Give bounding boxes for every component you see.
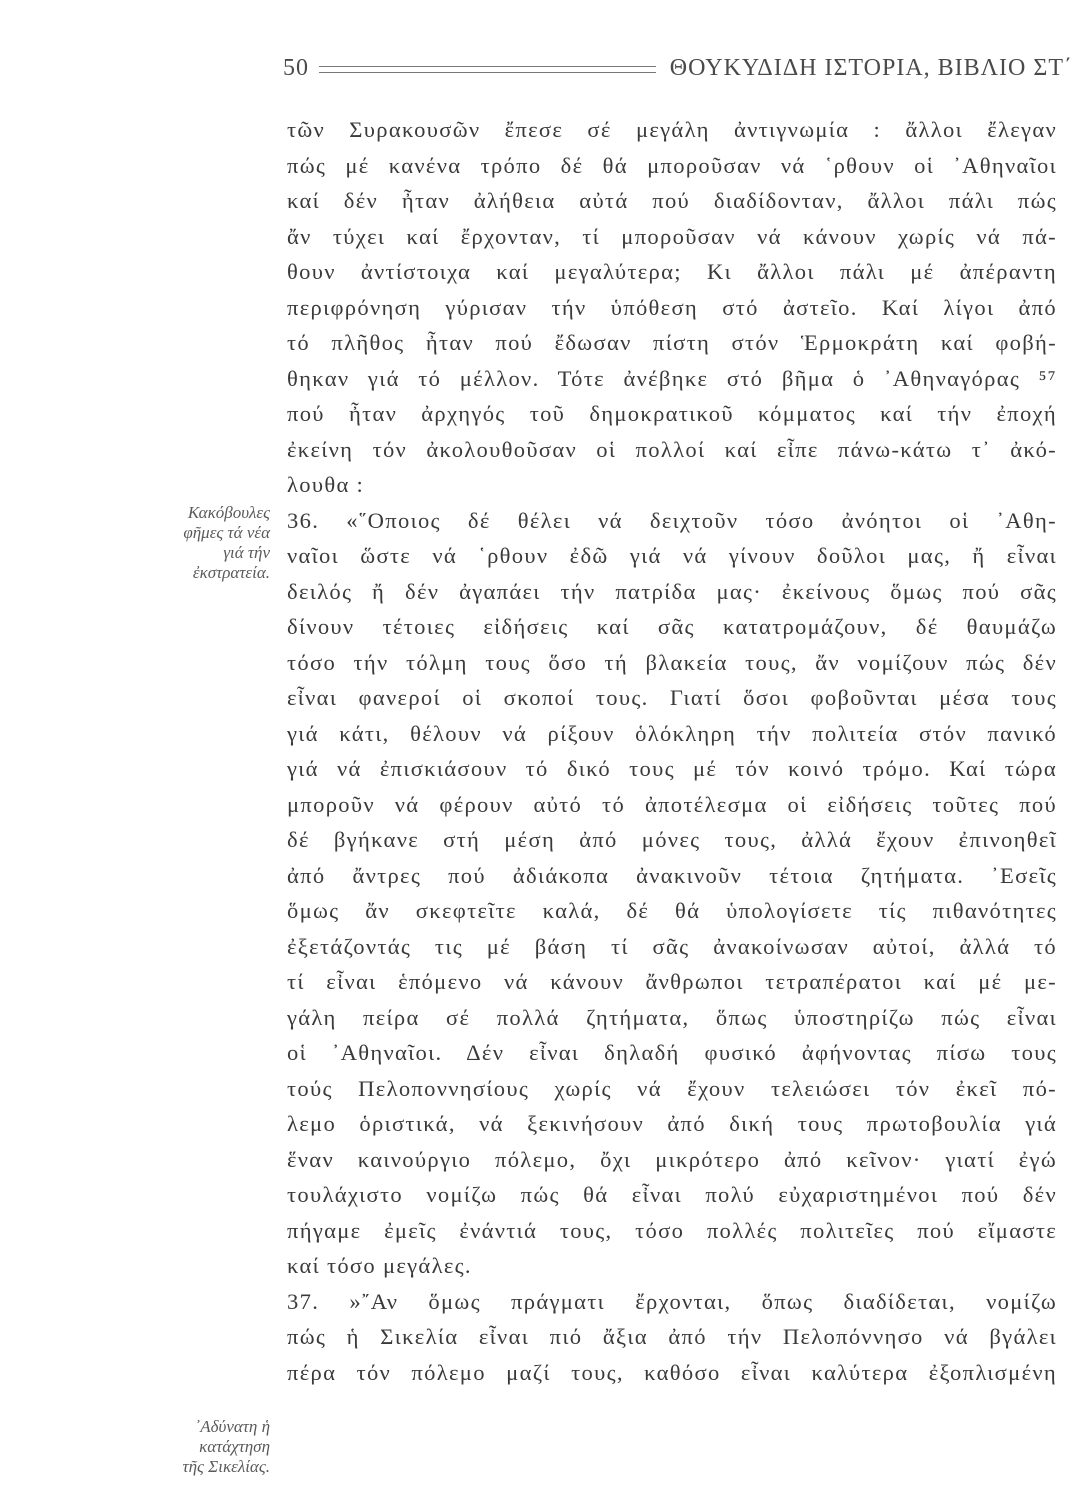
running-header: [283, 48, 1073, 88]
text-line: δίνουν τέτοιες εἰδήσεις καί σᾶς κατατρομάζουν, δέ θαυμάζω: [287, 614, 1057, 639]
text-line: ἀπό ἄντρες πού ἀδιάκοπα ἀνακινοῦν τέτοια ζητήματα. ᾿Εσεῖς: [287, 862, 1057, 888]
text-line: τῶν Συρακουσῶν ἔπεσε σέ μεγάλη ἀντιγνωμία : ἄλλοι ἔλεγαν: [287, 117, 1057, 142]
text-line: θηκαν γιά τό μέλλον. Τότε ἀνέβηκε στό βῆμα ὁ ᾿Αθηναγόρας ⁵⁷: [287, 365, 1057, 391]
text-line: τί εἶναι ἑπόμενο νά κάνουν ἄνθρωποι τετραπέρατοι καί μέ με-: [287, 969, 1057, 994]
text-line: δέ βγήκανε στή μέση ἀπό μόνες τους, ἀλλά ἔχουν ἐπινοηθεῖ: [287, 827, 1057, 852]
text-line: ἐκείνη τόν ἀκολουθοῦσαν οἱ πολλοί καί εἶπε πάνω-κάτω τ᾿ ἀκό-: [287, 436, 1057, 462]
header-rule: [319, 66, 656, 73]
text-line: ἕναν καινούργιο πόλεμο, ὄχι μικρότερο ἀπό κεῖνον· γιατί ἐγώ: [287, 1146, 1057, 1172]
text-line: 36. «῞Οποιος δέ θέλει νά δειχτοῦν τόσο ἀνόητοι οἱ ᾿Αθη-: [287, 507, 1057, 533]
text-line: πήγαμε ἐμεῖς ἐνάντιά τους, τόσο πολλές πολιτεῖες πού εἴμαστε: [287, 1217, 1057, 1243]
text-line: ἄν τύχει καί ἔρχονταν, τί μποροῦσαν νά κάνουν χωρίς νά πά-: [287, 223, 1057, 249]
text-line: πέρα τόν πόλεμο μαζί τους, καθόσο εἶναι καλύτερα ἐξοπλισμένη: [287, 1359, 1057, 1385]
margin-note-line: κατάχτηση: [199, 1437, 270, 1456]
text-line: πώς ἡ Σικελία εἶναι πιό ἄξια ἀπό τήν Πελοπόννησο νά βγάλει: [287, 1324, 1057, 1349]
text-line: καί τόσο μεγάλες.: [287, 1253, 472, 1278]
margin-note-line: Κακόβουλες: [187, 503, 270, 522]
text-line: ὅμως ἄν σκεφτεῖτε καλά, δέ θά ὑπολογίσετε τίς πιθανότητες: [287, 898, 1057, 923]
margin-note-line: γιά τήν: [223, 543, 270, 562]
text-line: λουθα :: [287, 472, 365, 497]
text-line: γιά κάτι, θέλουν νά ρίξουν ὁλόκληρη τήν πολιτεία στόν πανικό: [287, 720, 1057, 746]
text-line: εἶναι φανεροί οἱ σκοποί τους. Γιατί ὅσοι φοβοῦνται μέσα τους: [287, 685, 1057, 710]
running-title: ΘΟΥΚΥΔΙΔΗ ΙΣΤΟΡΙΑ, ΒΙΒΛΙΟ ΣΤ΄: [669, 54, 1073, 81]
margin-note-line: φῆμες τά νέα: [183, 523, 270, 542]
text-line: λεμο ὁριστικά, νά ξεκινήσουν ἀπό δική τους πρωτοβουλία γιά: [287, 1111, 1057, 1136]
margin-note-line: ἐκστρατεία.: [192, 563, 270, 582]
text-line: 37. »῎Αν ὅμως πράγματι ἔρχονται, ὅπως διαδίδεται, νομίζω: [287, 1288, 1057, 1314]
text-line: πώς μέ κανένα τρόπο δέ θά μποροῦσαν νά ῾ρθουν οἱ ᾿Αθηναῖοι: [287, 152, 1057, 178]
body-text: [287, 112, 1057, 1390]
text-line: οἱ ᾿Αθηναῖοι. Δέν εἶναι δηλαδή φυσικό ἀφήνοντας πίσω τους: [287, 1040, 1057, 1065]
text-line: δειλός ἤ δέν ἀγαπάει τήν πατρίδα μας· ἐκείνους ὅμως πού σᾶς: [287, 578, 1057, 604]
text-line: καί δέν ἦταν ἀλήθεια αὐτά πού διαδίδονταν, ἄλλοι πάλι πώς: [287, 188, 1057, 213]
margin-note-line: ᾿Αδύνατη ἡ: [194, 1417, 270, 1436]
text-line: γιά νά ἐπισκιάσουν τό δικό τους μέ τόν κοινό τρόμο. Καί τώρα: [287, 756, 1057, 781]
text-line: ναῖοι ὥστε νά ῾ρθουν ἐδῶ γιά νά γίνουν δοῦλοι μας, ἤ εἶναι: [287, 543, 1057, 568]
page-number: 50: [283, 54, 309, 81]
margin-note-line: τῆς Σικελίας.: [182, 1457, 270, 1476]
text-line: πού ἦταν ἀρχηγός τοῦ δημοκρατικοῦ κόμματος καί τήν ἐποχή: [287, 401, 1057, 426]
margin-note-rumors: [100, 503, 270, 583]
text-line: τόσο τήν τόλμη τους ὅσο τή βλακεία τους, ἄν νομίζουν πώς δέν: [287, 649, 1057, 675]
text-line: ἐξετάζοντάς τις μέ βάση τί σᾶς ἀνακοίνωσαν αὐτοί, ἀλλά τό: [287, 933, 1057, 959]
text-line: περιφρόνηση γύρισαν τήν ὑπόθεση στό ἀστεῖο. Καί λίγοι ἀπό: [287, 294, 1057, 320]
margin-note-sicily: [100, 1417, 270, 1477]
text-line: τό πλῆθος ἦταν πού ἔδωσαν πίστη στόν Ἑρμοκράτη καί φοβή-: [287, 330, 1057, 355]
text-line: τούς Πελοποννησίους χωρίς νά ἔχουν τελειώσει τόν ἐκεῖ πό-: [287, 1075, 1057, 1101]
text-line: μποροῦν νά φέρουν αὐτό τό ἀποτέλεσμα οἱ εἰδήσεις τοῦτες πού: [287, 791, 1057, 817]
text-line: τουλάχιστο νομίζω πώς θά εἶναι πολύ εὐχαριστημένοι πού δέν: [287, 1182, 1057, 1207]
text-line: γάλη πείρα σέ πολλά ζητήματα, ὅπως ὑποστηρίζω πώς εἶναι: [287, 1004, 1057, 1030]
text-line: θουν ἀντίστοιχα καί μεγαλύτερα; Κι ἄλλοι πάλι μέ ἀπέραντη: [287, 259, 1057, 284]
